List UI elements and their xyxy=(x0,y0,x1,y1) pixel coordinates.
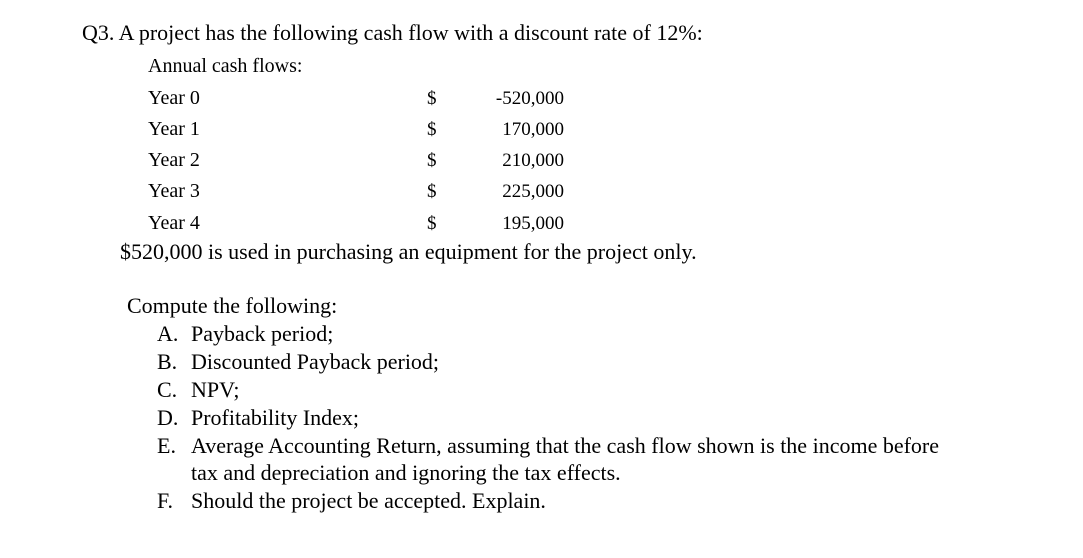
currency-symbol: $ xyxy=(427,150,437,171)
task-letter: D. xyxy=(157,405,179,430)
currency-symbol: $ xyxy=(427,213,437,234)
equipment-note: $520,000 is used in purchasing an equipment for the project only. xyxy=(120,239,697,264)
task-text: Average Accounting Return, assuming that the cash flow shown is the income before xyxy=(191,433,940,458)
cash-flow-row xyxy=(0,212,1083,240)
list-item xyxy=(157,349,439,375)
list-item xyxy=(157,321,333,347)
task-letter: B. xyxy=(157,349,178,374)
currency-symbol: $ xyxy=(427,88,437,109)
cash-flow-amount: 210,000 xyxy=(502,150,564,171)
cash-flow-amount: 225,000 xyxy=(502,181,564,202)
task-text: NPV; xyxy=(191,377,240,402)
list-item xyxy=(157,433,939,459)
cash-flow-amount: -520,000 xyxy=(495,88,564,109)
task-letter: A. xyxy=(157,321,179,346)
cash-flow-row xyxy=(0,118,1083,146)
task-letter: C. xyxy=(157,377,178,402)
currency-symbol: $ xyxy=(427,119,437,140)
question-title: Q3. A project has the following cash flow with a discount rate of 12%: xyxy=(82,20,703,45)
task-letter: F. xyxy=(157,488,173,513)
currency-symbol: $ xyxy=(427,181,437,202)
list-item xyxy=(157,377,240,403)
cash-flow-year: Year 2 xyxy=(148,149,200,171)
cash-flow-amount: 170,000 xyxy=(502,119,564,140)
task-text: Discounted Payback period; xyxy=(191,349,440,374)
list-item xyxy=(157,488,546,514)
cash-flows-heading: Annual cash flows: xyxy=(148,55,303,77)
cash-flow-year: Year 0 xyxy=(148,87,200,109)
cash-flow-row xyxy=(0,180,1083,208)
task-text: Profitability Index; xyxy=(191,405,360,430)
task-letter: E. xyxy=(157,433,176,458)
cash-flow-amount: 195,000 xyxy=(502,213,564,234)
task-text: Payback period; xyxy=(191,321,334,346)
cash-flow-row xyxy=(0,87,1083,115)
task-text-continuation: tax and depreciation and ignoring the tax effects. xyxy=(191,460,621,485)
tasks-heading: Compute the following: xyxy=(127,293,338,318)
cash-flow-year: Year 1 xyxy=(148,118,200,140)
cash-flow-year: Year 3 xyxy=(148,180,200,202)
list-item xyxy=(157,405,359,431)
task-text: Should the project be accepted. Explain. xyxy=(191,488,546,513)
cash-flow-year: Year 4 xyxy=(148,212,200,234)
cash-flow-row xyxy=(0,149,1083,177)
